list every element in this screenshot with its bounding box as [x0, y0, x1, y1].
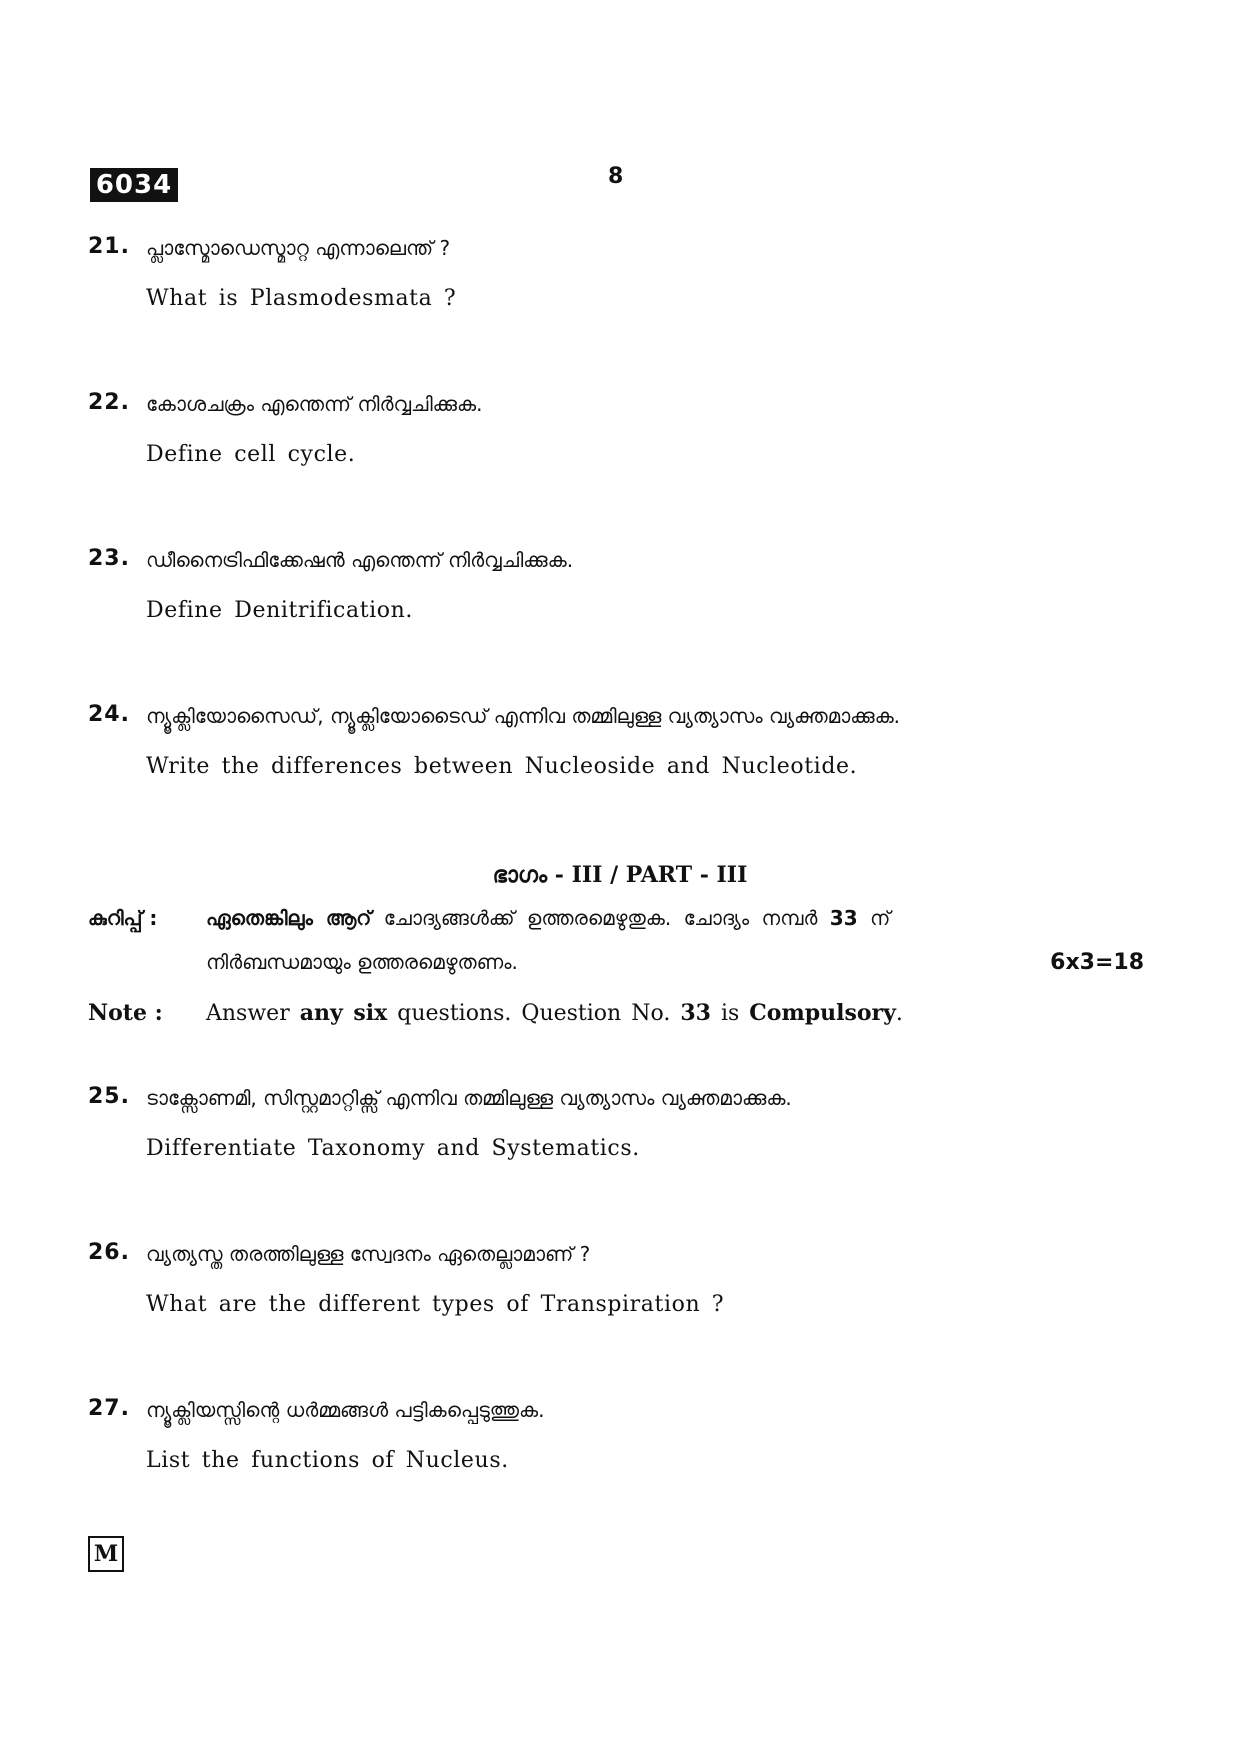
- note-bold: any six: [299, 1000, 388, 1026]
- question-number: 27.: [88, 1396, 130, 1421]
- question-malayalam: ഡീനൈട്രിഫിക്കേഷൻ എന്തെന്ന് നിർവ്വചിക്കുക.: [146, 548, 574, 572]
- question-malayalam: വ്യത്യസ്ത തരത്തിലുള്ള സ്വേദനം ഏതെല്ലാമാണ് ?: [146, 1242, 591, 1266]
- note-bold: 33: [680, 1000, 711, 1026]
- footer-mark: M: [88, 1536, 124, 1572]
- question-english: List the functions of Nucleus.: [146, 1448, 509, 1473]
- page-number: 8: [608, 164, 624, 189]
- question-number: 21.: [88, 234, 130, 259]
- note-text: questions. Question No.: [397, 1001, 671, 1026]
- question-number: 26.: [88, 1240, 130, 1265]
- question-english: What is Plasmodesmata ?: [146, 286, 457, 311]
- note-text: ന്: [869, 906, 891, 930]
- note-text: ചോദ്യങ്ങൾക്ക് ഉത്തരമെഴുതുക. ചോദ്യം നമ്പർ: [383, 906, 818, 930]
- question-number: 23.: [88, 546, 130, 571]
- question-number: 25.: [88, 1084, 130, 1109]
- question-english: Define cell cycle.: [146, 442, 356, 467]
- question-english: What are the different types of Transpiration ?: [146, 1292, 725, 1317]
- paper-code: 6034: [90, 168, 178, 202]
- note-text: is: [720, 1001, 740, 1026]
- question-malayalam: ന്യൂക്ലിയോസൈഡ്, ന്യൂക്ലിയോടൈഡ് എന്നിവ തമ്മിലുള്ള വ്യത്യാസം വ്യക്തമാക്കുക.: [146, 704, 901, 728]
- note-label-malayalam: കുറിപ്പ് :: [88, 906, 158, 930]
- question-number: 22.: [88, 390, 130, 415]
- question-malayalam: ടാക്സോണമി, സിസ്റ്റമാറ്റിക്സ് എന്നിവ തമ്മിലുള്ള വ്യത്യാസം വ്യക്തമാക്കുക.: [146, 1086, 792, 1110]
- question-english: Write the differences between Nucleoside and Nucleotide.: [146, 754, 858, 779]
- part-title: ഭാഗം - III / PART - III: [492, 862, 748, 888]
- question-malayalam: ന്യൂക്ലിയസ്സിന്റെ ധർമ്മങ്ങൾ പട്ടികപ്പെടുത്തുക.: [146, 1398, 545, 1422]
- note-text: Answer: [206, 1001, 290, 1026]
- marks-allocation: 6x3=18: [1050, 950, 1144, 975]
- question-english: Differentiate Taxonomy and Systematics.: [146, 1136, 640, 1161]
- note-malayalam-line-2: നിർബന്ധമായും ഉത്തരമെഴുതണം.: [206, 950, 518, 974]
- question-malayalam: കോശചക്രം എന്തെന്ന് നിർവ്വചിക്കുക.: [146, 392, 483, 416]
- question-number: 24.: [88, 702, 130, 727]
- note-text: .: [895, 1001, 903, 1026]
- question-malayalam: പ്ലാസ്മോഡെസ്മാറ്റ എന്നാലെന്ത് ?: [146, 236, 451, 260]
- note-bold-lead: ഏതെങ്കിലും ആറ്: [206, 906, 372, 930]
- note-bold-number: 33: [829, 906, 858, 930]
- note-malayalam-line-1: [206, 906, 890, 930]
- note-label-english: Note :: [88, 1000, 163, 1026]
- note-bold: Compulsory: [749, 1000, 896, 1026]
- note-english: [206, 1000, 903, 1026]
- question-english: Define Denitrification.: [146, 598, 413, 623]
